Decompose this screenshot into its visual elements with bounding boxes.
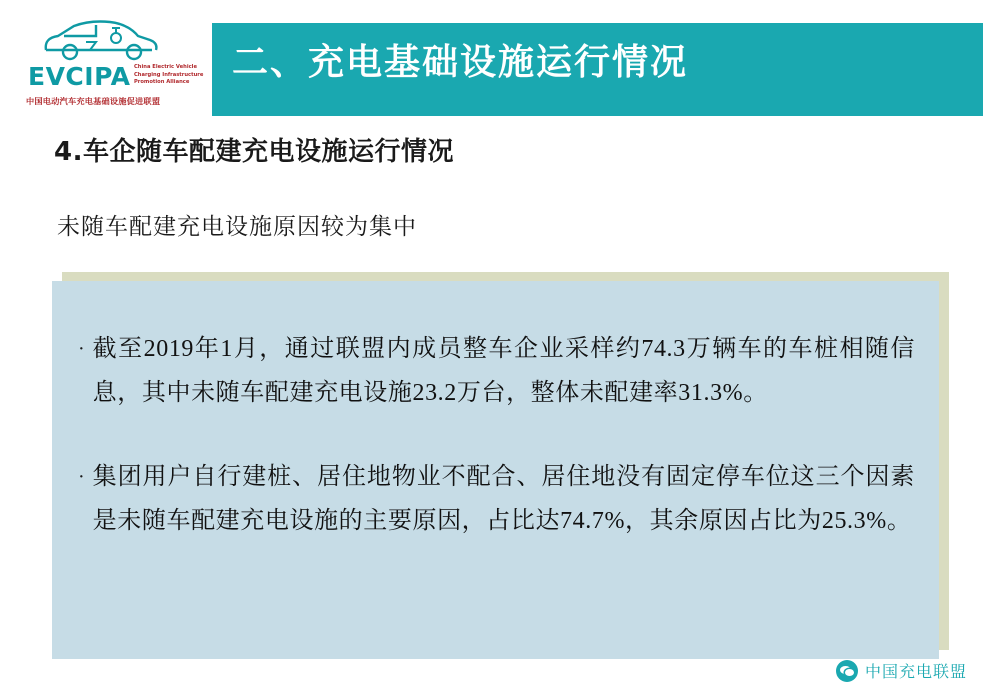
bullet-text: 截至2019年1月，通过联盟内成员整车企业采样约74.3万辆车的车桩相随信息，其中未随车配建充电设施23.2万台，整体未配建率31.3%。 <box>92 336 915 406</box>
content-box <box>52 281 939 659</box>
bullet-marker-icon: · <box>78 466 85 488</box>
logo-chinese-name: 中国电动汽车充电基础设施促进联盟 <box>26 96 161 106</box>
watermark-label: 中国充电联盟 <box>864 662 967 681</box>
footer-watermark <box>836 659 967 682</box>
wechat-icon <box>836 660 858 682</box>
section-heading: 4.车企随车配建充电设施运行情况 <box>54 137 454 167</box>
bullet-marker-icon: · <box>78 338 85 360</box>
page-title: 二、充电基础设施运行情况 <box>232 42 689 83</box>
logo <box>22 16 202 120</box>
ev-car-plug-icon <box>34 16 166 62</box>
list-item <box>76 327 915 415</box>
list-item <box>76 455 915 543</box>
logo-english-name: China Electric Vehicle Charging Infrastructure Promotion Alliance <box>134 64 204 86</box>
logo-wordmark: EVCIPA <box>28 62 131 91</box>
bullet-text: 集团用户自行建桩、居住地物业不配合、居住地没有固定停车位这三个因素是未随车配建充电设施的主要原因，占比达74.7%，其余原因占比为25.3%。 <box>92 464 915 534</box>
section-subheading: 未随车配建充电设施原因较为集中 <box>57 214 417 239</box>
